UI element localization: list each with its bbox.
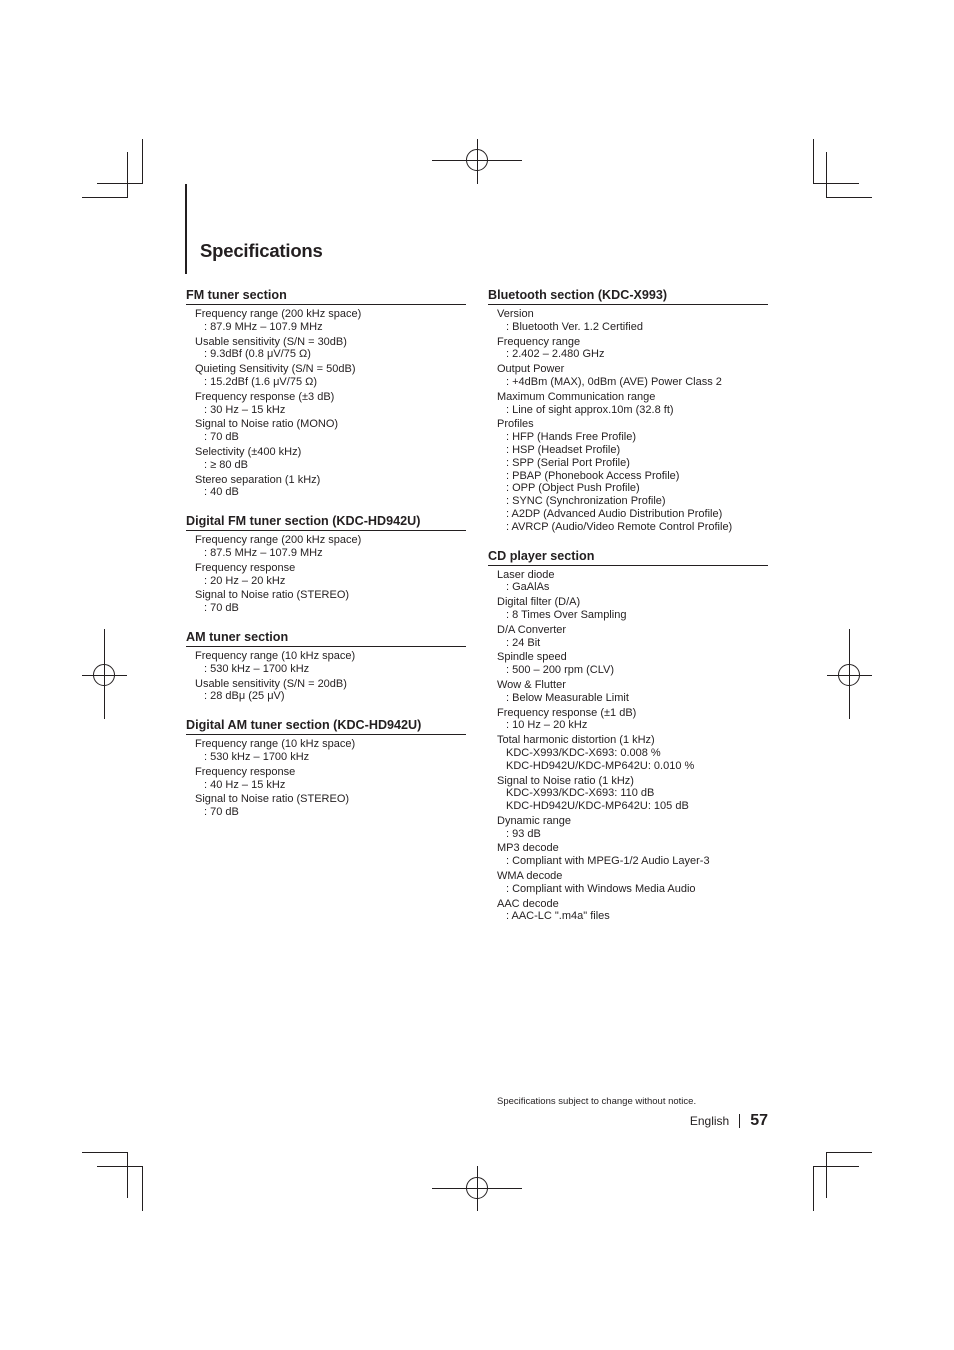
spec-value: : GaAlAs (506, 581, 550, 594)
spec-value: : 70 dB (204, 806, 239, 819)
crop-mark-line (142, 1166, 143, 1211)
spec-value: : 40 Hz – 15 kHz (204, 778, 286, 791)
page-title: Specifications (200, 240, 323, 261)
spec-value: : 9.3dBf (0.8 μV/75 Ω) (204, 348, 311, 361)
section-title: AM tuner section (186, 629, 466, 647)
spec-value: : AAC-LC ".m4a" files (506, 910, 610, 923)
section-title: Digital FM tuner section (KDC-HD942U) (186, 513, 466, 531)
section-title: Digital AM tuner section (KDC-HD942U) (186, 717, 466, 735)
spec-label: Signal to Noise ratio (1 kHz) (497, 774, 634, 787)
crop-mark-line (826, 1152, 872, 1153)
crop-mark-line (142, 139, 143, 184)
spec-value: : SPP (Serial Port Profile) (506, 456, 630, 469)
spec-item (186, 391, 466, 417)
spec-value: : 30 Hz – 15 kHz (204, 403, 286, 416)
crop-mark-line (826, 1152, 827, 1198)
spec-value: : +4dBm (MAX), 0dBm (AVE) Power Class 2 (506, 375, 722, 388)
spec-value: : Compliant with MPEG-1/2 Audio Layer-3 (506, 855, 710, 868)
spec-item (488, 363, 768, 389)
spec-label: Frequency range (497, 335, 581, 348)
spec-item (186, 418, 466, 444)
spec-label: Quieting Sensitivity (S/N = 50dB) (195, 363, 356, 376)
spec-section (186, 629, 466, 703)
spec-value: : 40 dB (204, 486, 239, 499)
spec-label: Frequency response (195, 561, 296, 574)
spec-item (186, 446, 466, 472)
spec-value: : 8 Times Over Sampling (506, 608, 627, 621)
spec-value: : ≥ 80 dB (204, 458, 248, 471)
right-column (488, 287, 768, 937)
title-accent-bar (185, 184, 187, 274)
spec-item (488, 707, 768, 733)
spec-item (186, 336, 466, 362)
spec-item (186, 308, 466, 334)
spec-label: Version (497, 308, 534, 320)
spec-value: : 10 Hz – 20 kHz (506, 719, 588, 732)
crop-mark-line (82, 1152, 128, 1153)
crop-mark-line (127, 152, 128, 198)
spec-value: KDC-X993/KDC-X693: 110 dB (506, 787, 655, 800)
spec-value: : 87.5 MHz – 107.9 MHz (204, 546, 323, 559)
spec-item (186, 793, 466, 819)
left-column (186, 287, 466, 833)
spec-label: WMA decode (497, 870, 563, 883)
spec-value: KDC-HD942U/KDC-MP642U: 0.010 % (506, 759, 695, 772)
spec-section (488, 548, 768, 924)
spec-value: : 28 dBμ (25 μV) (204, 690, 285, 703)
spec-value: KDC-HD942U/KDC-MP642U: 105 dB (506, 800, 689, 813)
spec-item (488, 651, 768, 677)
spec-label: Frequency range (10 kHz space) (195, 649, 356, 662)
spec-value: : 530 kHz – 1700 kHz (204, 750, 310, 763)
spec-value: : HFP (Hands Free Profile) (506, 431, 637, 444)
spec-label: Usable sensitivity (S/N = 20dB) (195, 677, 347, 690)
spec-label: Usable sensitivity (S/N = 30dB) (195, 335, 347, 348)
spec-label: Laser diode (497, 568, 555, 581)
crop-mark-line (127, 1152, 128, 1198)
spec-value: : 93 dB (506, 827, 541, 840)
spec-item (488, 775, 768, 813)
spec-value: : A2DP (Advanced Audio Distribution Profile) (506, 507, 723, 520)
spec-label: Signal to Noise ratio (STEREO) (195, 589, 350, 602)
crop-mark-line (97, 1166, 143, 1167)
spec-item (488, 842, 768, 868)
spec-label: Signal to Noise ratio (MONO) (195, 418, 339, 431)
section-title: CD player section (488, 548, 768, 566)
spec-label: Stereo separation (1 kHz) (195, 473, 321, 486)
spec-item (488, 308, 768, 334)
spec-item (488, 596, 768, 622)
spec-value: : 20 Hz – 20 kHz (204, 574, 286, 587)
crop-mark-line (813, 1166, 859, 1167)
spec-value: : 500 – 200 rpm (CLV) (506, 664, 615, 677)
spec-item (186, 363, 466, 389)
page-footer (690, 1112, 768, 1130)
crop-mark-line (97, 183, 143, 184)
spec-item (488, 679, 768, 705)
spec-item (186, 474, 466, 500)
spec-label: Profiles (497, 418, 534, 431)
spec-section (186, 717, 466, 819)
spec-item (488, 815, 768, 841)
spec-item (488, 336, 768, 362)
spec-value: : 24 Bit (506, 636, 541, 649)
spec-item (186, 738, 466, 764)
spec-item (488, 569, 768, 595)
crop-mark-line (813, 139, 814, 184)
spec-item (186, 589, 466, 615)
spec-item (186, 562, 466, 588)
spec-item (488, 418, 768, 533)
spec-value: : 70 dB (204, 602, 239, 615)
spec-label: Wow & Flutter (497, 678, 566, 691)
spec-label: Output Power (497, 363, 565, 376)
crop-mark-line (826, 197, 872, 198)
spec-label: Frequency range (200 kHz space) (195, 534, 362, 547)
crop-mark-line (813, 1166, 814, 1211)
spec-value: : Bluetooth Ver. 1.2 Certified (506, 320, 643, 333)
spec-label: Frequency range (10 kHz space) (195, 738, 356, 751)
spec-value: : Line of sight approx.10m (32.8 ft) (506, 403, 674, 416)
spec-label: Frequency response (195, 765, 296, 778)
spec-label: Dynamic range (497, 814, 571, 827)
spec-value: : PBAP (Phonebook Access Profile) (506, 469, 680, 482)
spec-label: Selectivity (±400 kHz) (195, 445, 302, 458)
spec-item (186, 678, 466, 704)
spec-label: Total harmonic distortion (1 kHz) (497, 734, 655, 747)
spec-item (488, 624, 768, 650)
spec-label: MP3 decode (497, 842, 559, 855)
spec-label: Frequency range (200 kHz space) (195, 308, 362, 320)
section-title: Bluetooth section (KDC-X993) (488, 287, 768, 305)
disclaimer-note: Specifications subject to change without notice. (497, 1096, 697, 1107)
spec-item (186, 650, 466, 676)
footer-language: English (689, 1114, 730, 1128)
spec-item (488, 391, 768, 417)
spec-label: Frequency response (±1 dB) (497, 706, 637, 719)
spec-label: Signal to Noise ratio (STEREO) (195, 793, 350, 806)
spec-value: : Below Measurable Limit (506, 691, 629, 704)
spec-section (488, 287, 768, 534)
page-number: 57 (750, 1112, 768, 1129)
spec-label: Digital filter (D/A) (497, 596, 581, 609)
spec-value: KDC-X993/KDC-X693: 0.008 % (506, 746, 661, 759)
spec-section (186, 513, 466, 615)
spec-item (488, 870, 768, 896)
crop-mark-line (82, 197, 128, 198)
spec-value: : OPP (Object Push Profile) (506, 482, 640, 495)
crop-mark-line (813, 183, 859, 184)
section-title: FM tuner section (186, 287, 466, 305)
spec-label: Frequency response (±3 dB) (195, 390, 335, 403)
spec-value: : 15.2dBf (1.6 μV/75 Ω) (204, 375, 318, 388)
spec-value: : AVRCP (Audio/Video Remote Control Profile) (506, 520, 733, 533)
spec-item (488, 734, 768, 772)
spec-label: D/A Converter (497, 623, 567, 636)
spec-item (186, 766, 466, 792)
spec-value: : 530 kHz – 1700 kHz (204, 662, 310, 675)
spec-section (186, 287, 466, 499)
spec-value: : SYNC (Synchronization Profile) (506, 495, 666, 508)
spec-value: : 70 dB (204, 431, 239, 444)
spec-item (488, 898, 768, 924)
spec-value: : 87.9 MHz – 107.9 MHz (204, 320, 323, 333)
spec-item (186, 534, 466, 560)
spec-value: : Compliant with Windows Media Audio (506, 882, 696, 895)
spec-value: : HSP (Headset Profile) (506, 443, 621, 456)
spec-value: : 2.402 – 2.480 GHz (506, 348, 605, 361)
spec-label: Maximum Communication range (497, 390, 656, 403)
crop-mark-line (826, 152, 827, 198)
spec-label: AAC decode (497, 897, 559, 910)
spec-label: Spindle speed (497, 651, 567, 664)
footer-divider (739, 1114, 740, 1128)
